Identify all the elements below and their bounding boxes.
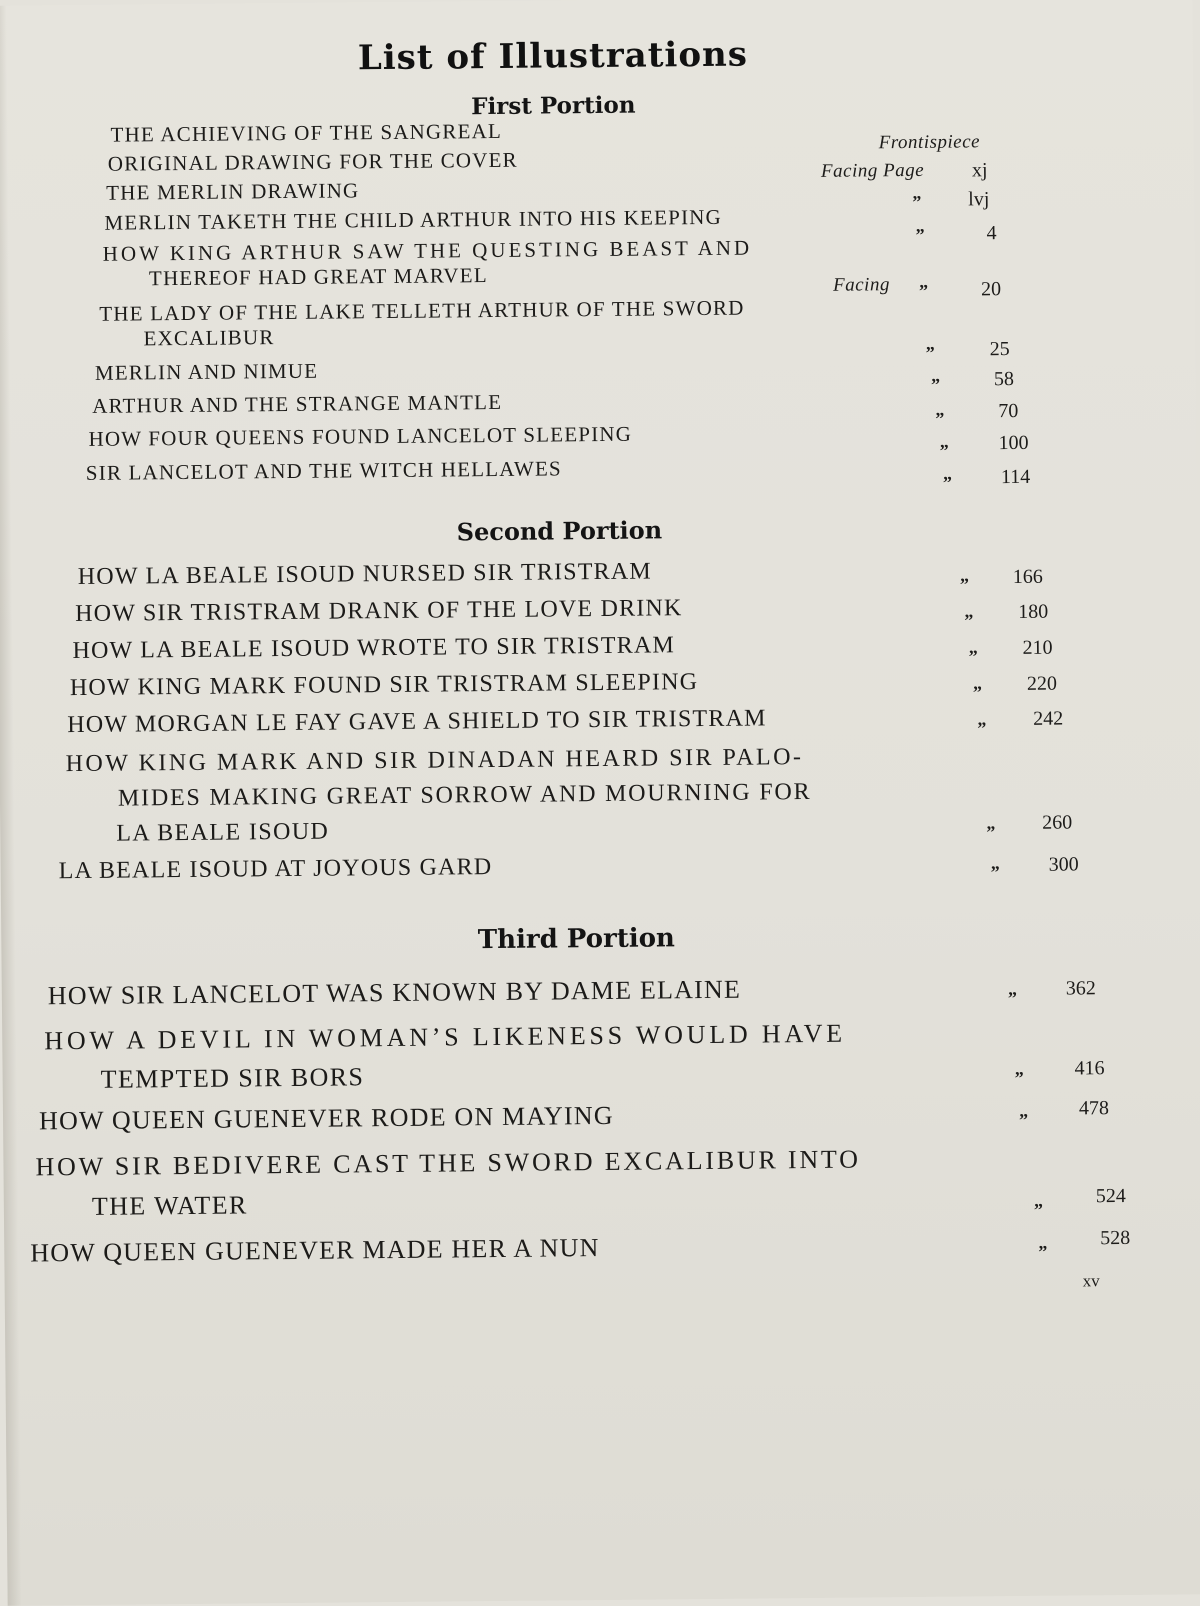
ditto-mark: ” (925, 342, 935, 363)
list-item: MERLIN TAKETH THE CHILD ARTHUR INTO HIS KEEPING (104, 204, 723, 235)
folio-number: xv (1082, 1271, 1100, 1291)
ditto-mark: ” (915, 224, 925, 245)
page-number: 416 (1074, 1057, 1105, 1080)
page-number: 70 (998, 399, 1019, 423)
ditto-mark: ” (986, 822, 996, 843)
page-number: 180 (1018, 600, 1049, 623)
list-item: HOW MORGAN LE FAY GAVE A SHIELD TO SIR TRISTRAM (67, 705, 767, 739)
ditto-mark: ” (959, 574, 970, 595)
list-item: THE ACHIEVING OF THE SANGREAL (110, 118, 503, 147)
ditto-mark: ” (964, 610, 974, 631)
list-item: ARTHUR AND THE STRANGE MANTLE (92, 389, 503, 418)
ditto-mark: ” (912, 191, 922, 212)
page-number: 524 (1095, 1184, 1126, 1208)
page-number: 242 (1033, 707, 1064, 730)
list-item: HOW A DEVIL IN WOMAN’S LIKENESS WOULD HAVE TEMPTED SIR BORS (44, 1018, 847, 1094)
page-number: 300 (1048, 853, 1079, 876)
ditto-mark: ” (1033, 1199, 1044, 1220)
ditto-mark: ” (930, 374, 941, 395)
page-number: 478 (1078, 1097, 1110, 1120)
list-item: HOW SIR BEDIVERE CAST THE SWORD EXCALIBUR INTO THE WATER (35, 1144, 861, 1222)
list-item: HOW FOUR QUEENS FOUND LANCELOT SLEEPING (88, 421, 633, 451)
list-item: HOW LA BEALE ISOUD WROTE TO SIR TRISTRAM (72, 632, 676, 665)
facing-page-label: Facing Page (820, 159, 925, 182)
list-item: HOW QUEEN GUENEVER RODE ON MAYING (38, 1100, 614, 1136)
list-item: MERLIN AND NIMUE (94, 358, 319, 385)
page-number: 25 (989, 338, 1010, 361)
ditto-mark: ” (972, 682, 983, 703)
page-number: 210 (1022, 636, 1053, 659)
list-item: THE MERLIN DRAWING (106, 178, 360, 205)
ditto-mark: ” (1038, 1241, 1048, 1262)
page-number: 166 (1012, 565, 1043, 589)
page-number: 220 (1026, 672, 1058, 695)
page-number: 4 (986, 222, 997, 245)
page-number: lvj (968, 188, 990, 211)
page-number: 58 (993, 368, 1015, 391)
page-number: 528 (1100, 1226, 1131, 1250)
page-number: 20 (981, 278, 1002, 301)
ditto-mark: ” (919, 280, 929, 301)
ditto-mark: ” (1018, 1109, 1029, 1130)
list-item: HOW SIR TRISTRAM DRANK OF THE LOVE DRINK (75, 595, 683, 628)
list-item: ORIGINAL DRAWING FOR THE COVER (107, 147, 518, 176)
list-item: HOW SIR LANCELOT WAS KNOWN BY DAME ELAINE (47, 974, 742, 1011)
page-number: 114 (1000, 465, 1031, 489)
frontispiece-label: Frontispiece (878, 131, 981, 154)
list-item: HOW KING ARTHUR SAW THE QUESTING BEAST AND THEREOF HAD GREAT MARVEL (102, 235, 753, 291)
ditto-mark: ” (1007, 988, 1018, 1009)
ditto-mark: ” (1014, 1067, 1024, 1089)
list-item: HOW QUEEN GUENEVER MADE HER A NUN (30, 1233, 600, 1268)
third-portion-heading: Third Portion (477, 923, 676, 956)
list-item: SIR LANCELOT AND THE WITCH HELLAWES (85, 456, 562, 485)
ditto-mark: ” (942, 472, 953, 493)
list-item: HOW LA BEALE ISOUD NURSED SIR TRISTRAM (77, 558, 653, 591)
facing-label: Facing (832, 274, 890, 296)
page-title: List of Illustrations (357, 34, 749, 79)
list-item: LA BEALE ISOUD AT JOYOUS GARD (58, 854, 493, 885)
page-number: 260 (1042, 811, 1073, 834)
ditto-mark: ” (939, 440, 949, 461)
ditto-mark: ” (990, 862, 1000, 883)
ditto-mark: ” (968, 646, 978, 667)
list-item: THE LADY OF THE LAKE TELLETH ARTHUR OF THE SWORD EXCALIBUR (99, 295, 745, 351)
ditto-mark: ” (977, 718, 987, 739)
second-portion-heading: Second Portion (456, 515, 663, 547)
page-number: 362 (1065, 977, 1096, 1000)
first-portion-heading: First Portion (471, 91, 636, 121)
list-item: HOW KING MARK AND SIR DINADAN HEARD SIR PALO- MIDES MAKING GREAT SORROW AND MOURNING FOR LA BEALE ISOUD (65, 744, 812, 847)
page-number: 100 (998, 431, 1029, 455)
list-item: HOW KING MARK FOUND SIR TRISTRAM SLEEPING (69, 669, 699, 702)
ditto-mark: ” (935, 408, 945, 429)
page-number: xj (971, 159, 988, 182)
